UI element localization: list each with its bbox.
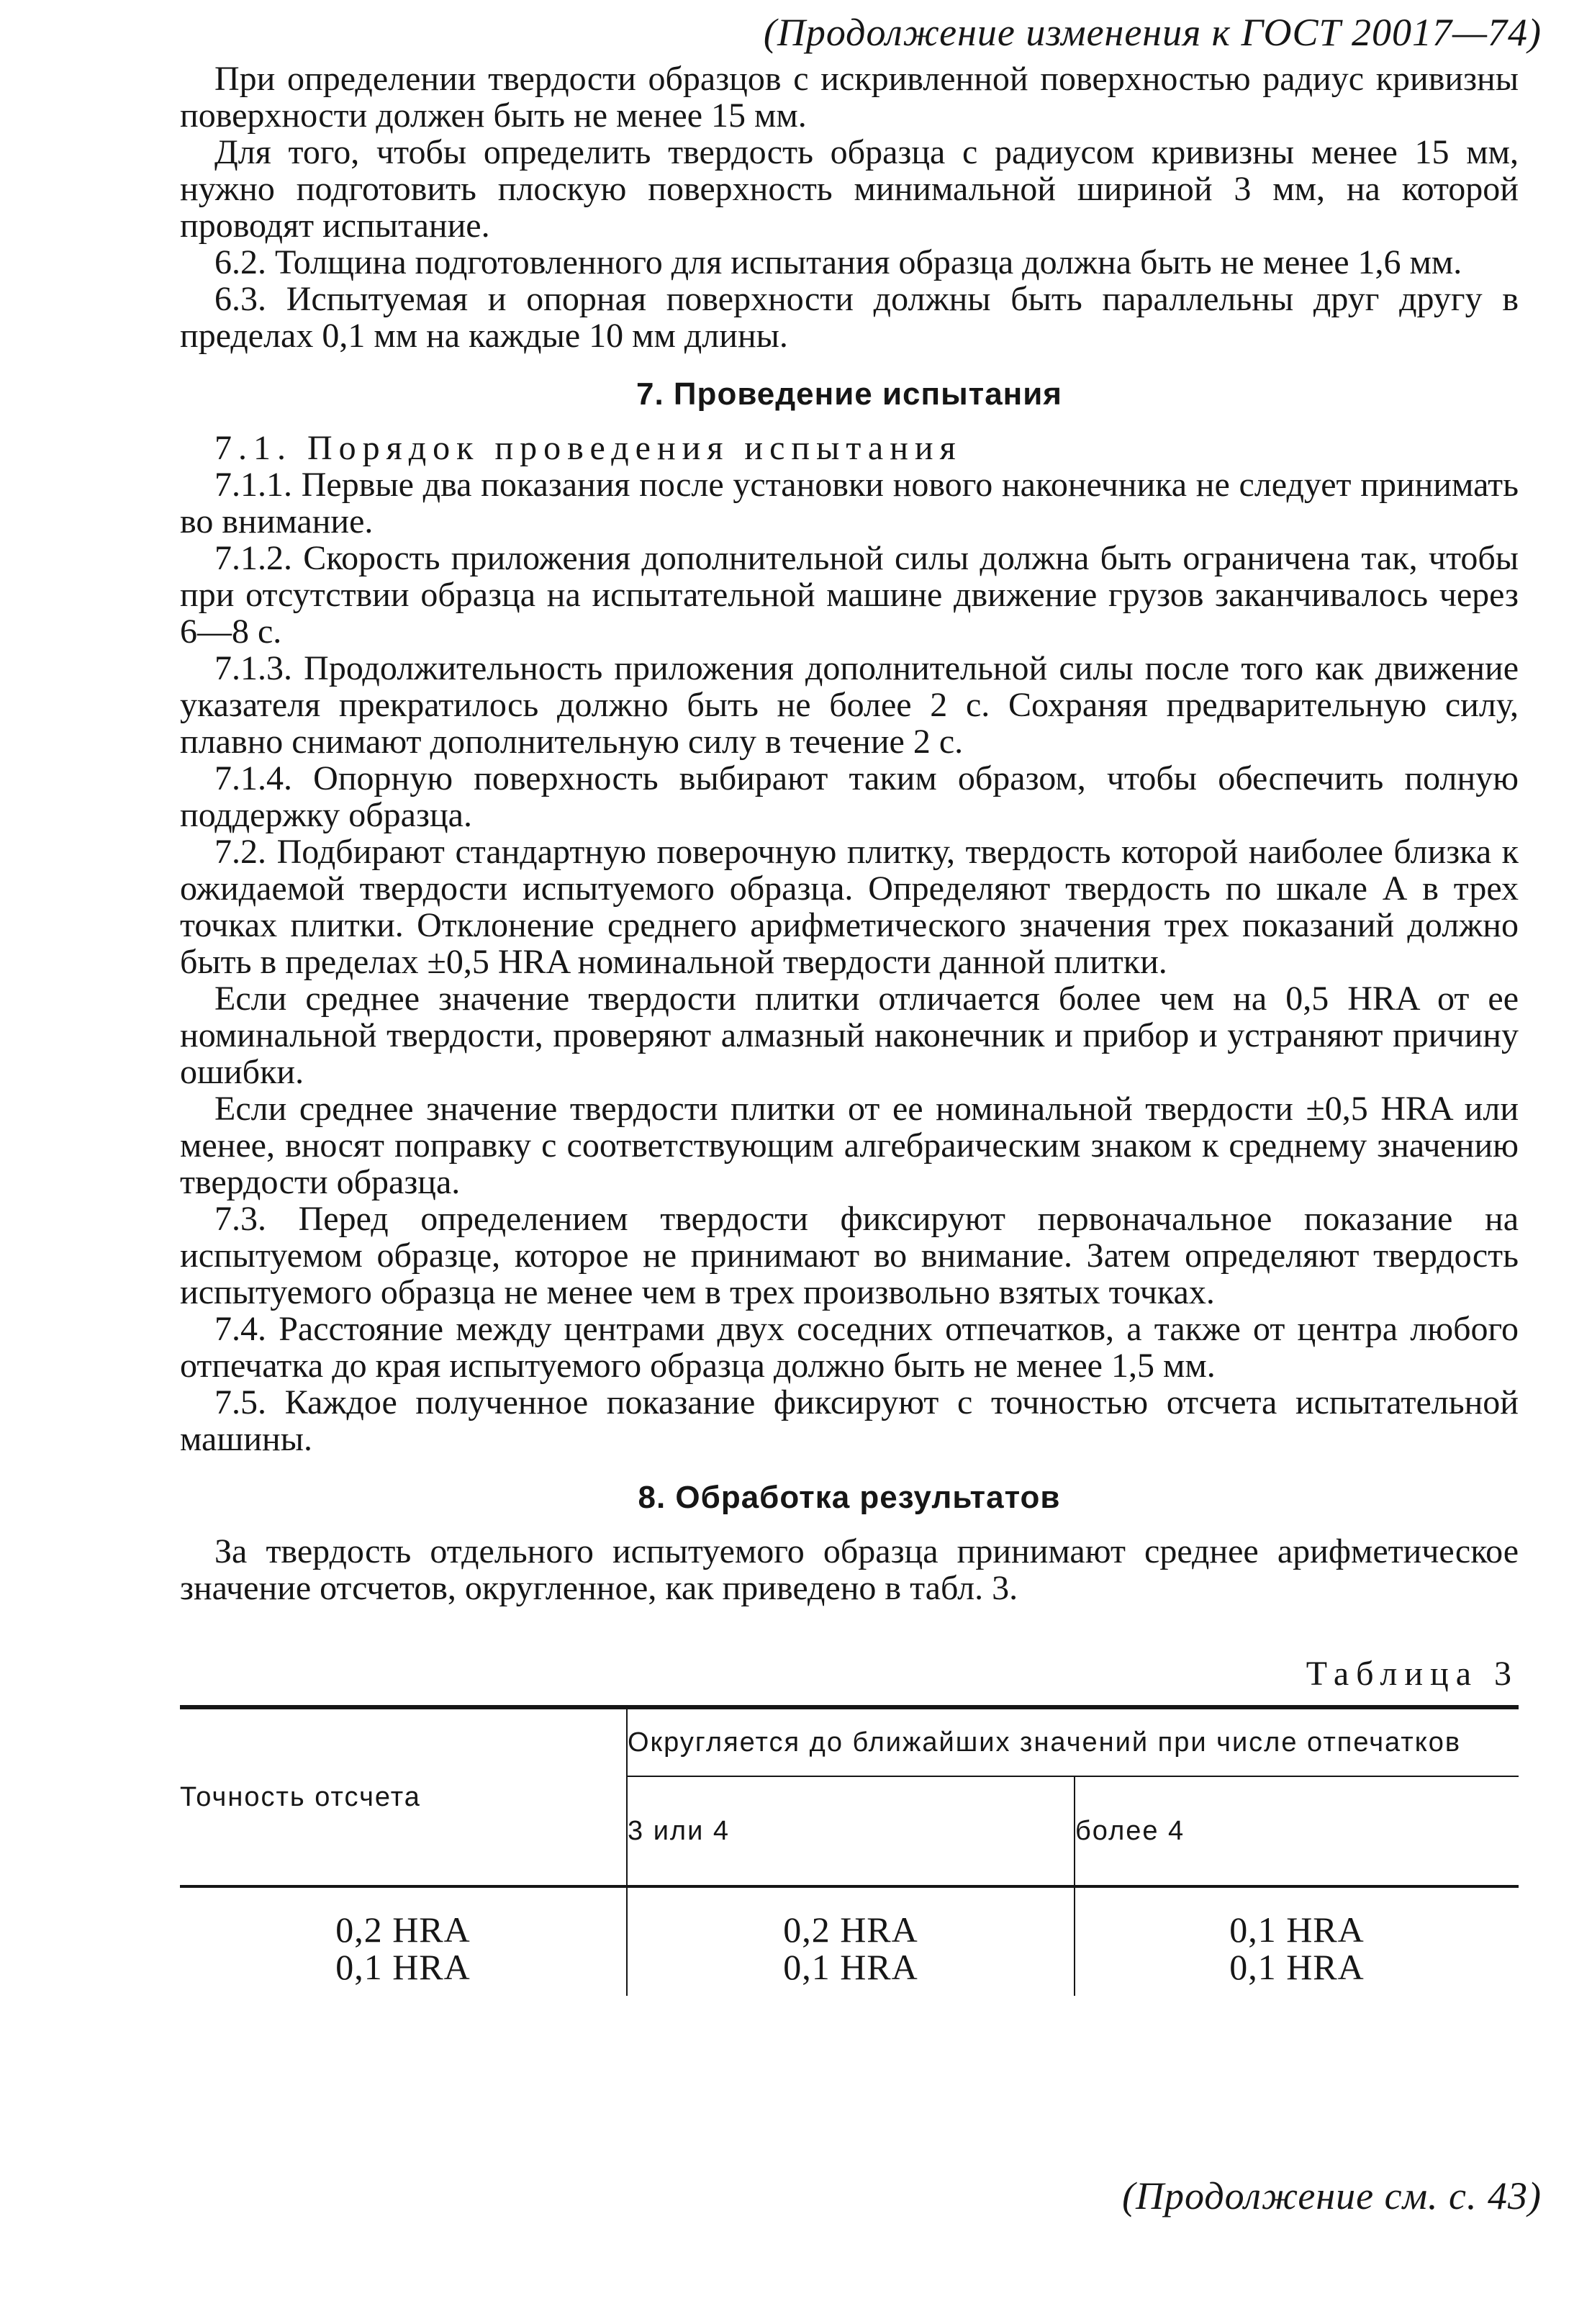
paragraph: 7.3. Перед определением твердости фиксируют первоначальное показание на испытуемом образце, которое не принимают во внимание. Затем определяют твердость испытуемого образца не менее чем в трех произвольно взятых точках. <box>180 1200 1519 1311</box>
paragraph: При определении твердости образцов с искривленной поверхностью радиус кривизны поверхности должен быть не менее 15 мм. <box>180 60 1519 135</box>
paragraph: 7.1.3. Продолжительность приложения дополнительной силы после того как движение указателя прекратилось должно быть не более 2 с. Сохраняя предварительную силу, плавно снимают дополнительную силу в течение 2 с. <box>180 649 1519 761</box>
cell-value: 0,1 HRA <box>1229 1909 1365 1950</box>
table-cell-more-than-four <box>1075 1886 1519 1996</box>
section-8-heading: 8. Обработка результатов <box>638 1480 1061 1515</box>
paragraph: 7.1.2. Скорость приложения дополнительной силы должна быть ограничена так, чтобы при отсутствии образца на испытательной машине движение грузов заканчивалось через 6—8 с. <box>180 539 1519 651</box>
section-7-1-subheading: 7.1. Порядок проведения испытания <box>214 429 962 467</box>
table-cell-three-or-four <box>627 1886 1075 1996</box>
cell-value: 0,1 HRA <box>335 1947 471 1987</box>
cell-value: 0,1 HRA <box>783 1947 918 1987</box>
cell-value: 0,1 HRA <box>1229 1947 1365 1987</box>
table-row <box>180 1886 1519 1996</box>
page-footer-continuation: (Продолжение см. с. 43) <box>1122 2174 1542 2217</box>
paragraph: 7.1.1. Первые два показания после установки нового наконечника не следует принимать во внимание. <box>180 466 1519 541</box>
table-cell-accuracy <box>180 1886 627 1996</box>
paragraph: 6.2. Толщина подготовленного для испытания образца должна быть не менее 1,6 мм. <box>214 243 1462 281</box>
document-body <box>180 60 1519 1996</box>
paragraph: 7.5. Каждое полученное показание фиксируют с точностью отсчета испытательной машины. <box>180 1383 1519 1458</box>
paragraph: 7.1.4. Опорную поверхность выбирают таким образом, чтобы обеспечить полную поддержку образца. <box>180 759 1519 834</box>
column-header-accuracy: Точность отсчета <box>180 1707 627 1886</box>
cell-value: 0,2 HRA <box>335 1909 471 1950</box>
paragraph: Для того, чтобы определить твердость образца с радиусом кривизны менее 15 мм, нужно подготовить плоскую поверхность минимальной шириной 3 мм, на которой проводят испытание. <box>180 133 1519 245</box>
rounding-table <box>180 1705 1519 1996</box>
paragraph: 7.4. Расстояние между центрами двух соседних отпечатков, а также от центра любого отпечатка до края испытуемого образца должно быть не менее 1,5 мм. <box>180 1310 1519 1385</box>
paragraph: 7.2. Подбирают стандартную поверочную плитку, твердость которой наиболее близка к ожидаемой твердости испытуемого образца. Определяют твердость по шкале А в трех точках плитки. Отклонение среднего арифметического значения трех показаний должно быть в пределах ±0,5 HRA номинальной твердости данной плитки. <box>180 833 1519 981</box>
table-caption: Таблица 3 <box>1306 1655 1519 1693</box>
column-header-more-than-four: более 4 <box>1075 1776 1519 1886</box>
page-header-continuation: (Продолжение изменения к ГОСТ 20017—74) <box>763 11 1542 54</box>
cell-value: 0,2 HRA <box>783 1909 918 1950</box>
paragraph: За твердость отдельного испытуемого образца принимают среднее арифметическое значение отсчетов, округленное, как приведено в табл. 3. <box>180 1532 1519 1607</box>
paragraph: Если среднее значение твердости плитки от ее номинальной твердости ±0,5 HRA или менее, вносят поправку с соответствующим алгебраическим знаком к среднему значению твердости образца. <box>180 1090 1519 1201</box>
paragraph: 6.3. Испытуемая и опорная поверхности должны быть параллельны друг другу в пределах 0,1 мм на каждые 10 мм длины. <box>180 280 1519 355</box>
paragraph: Если среднее значение твердости плитки отличается более чем на 0,5 HRA от ее номинальной твердости, проверяют алмазный наконечник и прибор и устраняют причину ошибки. <box>180 980 1519 1091</box>
column-header-three-or-four: 3 или 4 <box>627 1776 1075 1886</box>
section-7-heading: 7. Проведение испытания <box>636 376 1062 412</box>
column-group-header: Округляется до ближайших значений при числе отпечатков <box>627 1707 1519 1776</box>
